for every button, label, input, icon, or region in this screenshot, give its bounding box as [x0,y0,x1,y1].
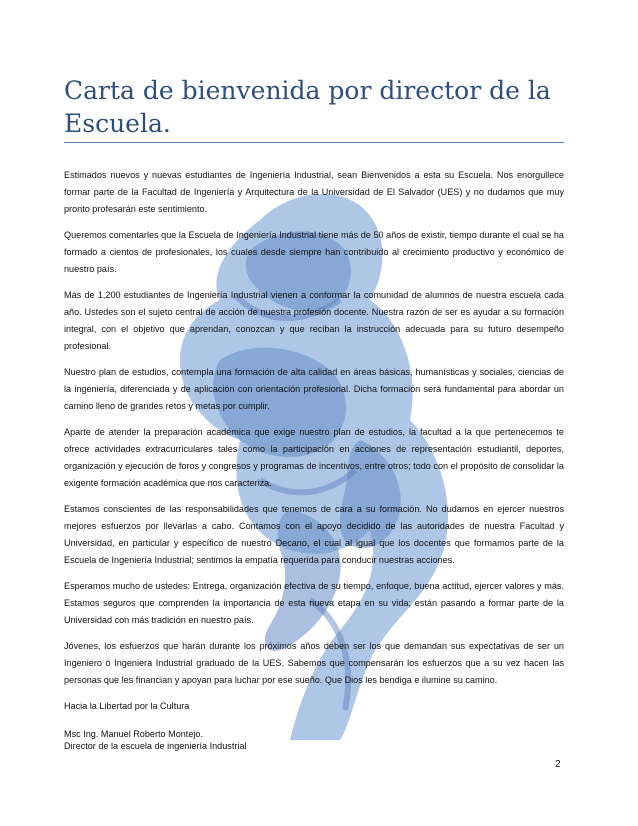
paragraph-3: Más de 1,200 estudiantes de Ingeniería Industrial vienen a conformar la comunidad de alumnos de nuestra escuela cada año. Ustedes son el sujeto central de acción de nuestra profesión docente. Nuestra razón de ser es ayudar a su formación integral, con el objetivo que aprendan, conozcan y que reciban la instrucción adecuada para su futuro desempeño profesional. [64,290,564,351]
page-number: 2 [555,759,561,770]
paragraph-8: Jóvenes, los esfuerzos que harán durante los próximos años deben ser los que demandan sus expectativas de ser un Ingeniero ó Ingeniera Industrial graduado de la UES. Sabemos que compensarán los esfuerzos que a su vez hacen las personas que les financian y apoyan para luchar por ese sueño. Que Dios les bendiga e ilumine su camino. [64,641,564,685]
paragraph-5: Aparte de atender la preparación académica que exige nuestro plan de estudios, la facultad a la que pertenecemos te ofrece actividades extracurriculares tales como la participación en acciones de representación estudiantil, deportes, organización y ejecución de foros y congresos y programas de incentivos, entre otros; todo con el propósito de consolidar la exigente formación académica que nos caracteriza. [64,427,564,488]
closing-motto: Hacia la Libertad por la Cultura [64,701,190,711]
paragraph-7: Esperamos mucho de ustedes: Entrega, organización efectiva de su tiempo, enfoque, buena actitud, ejercer valores y más. Estamos seguros que comprenden la importancia de esta nueva etapa en su vida; están pasando a formar parte de la Universidad con más tradición en nuestro país. [64,581,564,625]
paragraph-4: Nuestro plan de estudios, contempla una formación de alta calidad en áreas básicas, humanísticas y sociales, ciencias de la ingeniería, diferenciada y de aplicación con orientación profesional. Dicha formación será fundamental para abordar un camino lleno de grandes retos y metas por cumplir. [64,367,564,411]
signature-block [64,728,564,752]
signature-role: Director de la escuela de ingeniería Industrial [64,741,247,751]
paragraph-6: Estamos conscientes de las responsabilidades que tenemos de cara a su formación. No dudamos en ejercer nuestros mejores esfuerzos por llevarlas a cabo. Contamos con el apoyo decidido de las autoridades de nuestra Facultad y Universidad, en particular y específico de nuestro Decano, el cual al igual que los docentes que formamos parte de la Escuela de Ingeniería Industrial; sentimos la empatía requerida para conducir nuestras acciones. [64,504,564,565]
page-title: Carta de bienvenida por director de la Escuela. [64,74,564,143]
letter-body [64,167,564,752]
letter-content [64,74,564,752]
paragraph-1: Estimados nuevos y nuevas estudiantes de Ingeniería Industrial, sean Bienvenidos a esta su Escuela. Nos enorgullece formar parte de la Facultad de Ingeniería y Arquitectura de la Universidad de El Salvador (UES) y no dudamos que muy pronto profesarán este sentimiento. [64,170,564,214]
signature-name: Msc Ing. Manuel Roberto Montejo. [64,729,203,739]
paragraph-2: Queremos comentarles que la Escuela de Ingeniería Industrial tiene más de 50 años de existir, tiempo durante el cual se ha formado a cientos de profesionales, los cuales desde siempre han contribuido al crecimiento productivo y económico de nuestro país. [64,230,564,274]
